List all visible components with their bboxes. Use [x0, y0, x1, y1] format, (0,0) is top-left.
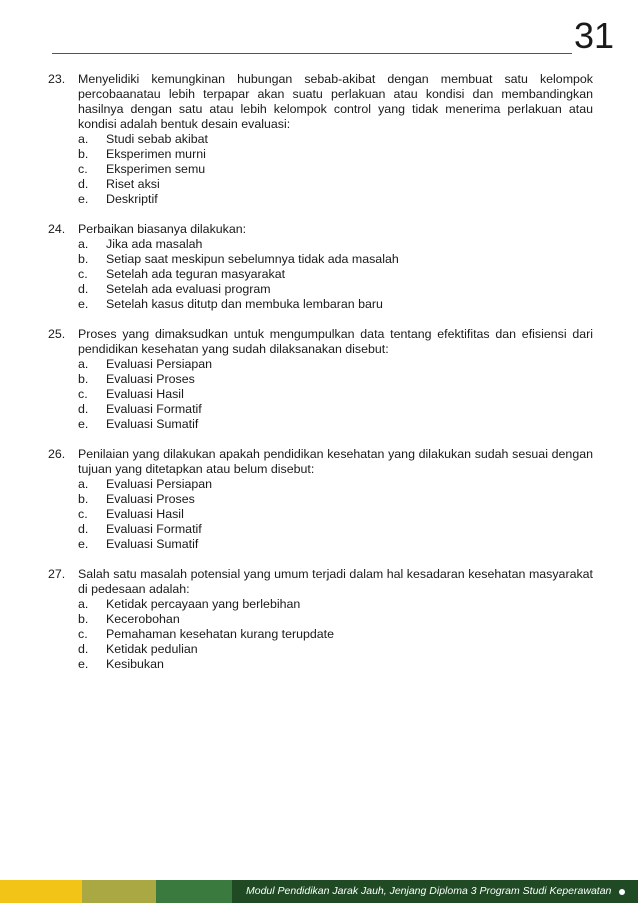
option-text: Studi sebab akibat [106, 132, 208, 146]
option-letter: a. [78, 132, 89, 146]
option-letter: d. [78, 177, 89, 191]
option-letter: e. [78, 417, 89, 431]
footer-bar-green [156, 880, 232, 903]
option-text: Setelah ada evaluasi program [106, 282, 271, 296]
option-text: Evaluasi Proses [106, 372, 195, 386]
option-text: Riset aksi [106, 177, 160, 191]
footer-text: Modul Pendidikan Jarak Jauh, Jenjang Diploma 3 Program Studi Keperawatan [246, 885, 612, 897]
option-letter: c. [78, 507, 88, 521]
option-c [78, 507, 593, 522]
option-b [78, 612, 593, 627]
option-letter: d. [78, 642, 89, 656]
option-text: Kecerobohan [106, 612, 180, 626]
option-text: Evaluasi Formatif [106, 522, 202, 536]
option-list [78, 477, 593, 552]
option-letter: d. [78, 522, 89, 536]
question-23 [48, 72, 593, 207]
option-a [78, 597, 593, 612]
option-text: Evaluasi Sumatif [106, 537, 199, 551]
option-d [78, 522, 593, 537]
option-letter: e. [78, 537, 89, 551]
question-24 [48, 222, 593, 312]
option-b [78, 492, 593, 507]
option-letter: e. [78, 297, 89, 311]
question-text: Perbaikan biasanya dilakukan: [78, 222, 247, 236]
footer-bullet-icon [619, 889, 625, 895]
option-b [78, 372, 593, 387]
option-text: Setelah kasus ditutp dan membuka lembaran baru [106, 297, 383, 311]
option-letter: c. [78, 267, 88, 281]
question-text: Menyelidiki kemungkinan hubungan sebab-akibat dengan membuat satu kelompok percobaanatau lebih terpapar akan suatu perlakuan atau kondisi dan membandingkan hasilnya dengan satu atau lebih kelompok control yang tidak menerima perlakuan atau kondisi adalah bentuk desain evaluasi: [78, 72, 593, 131]
option-letter: d. [78, 402, 89, 416]
option-e [78, 657, 593, 672]
option-text: Evaluasi Hasil [106, 507, 184, 521]
option-text: Deskriptif [106, 192, 158, 206]
option-text: Evaluasi Hasil [106, 387, 184, 401]
footer-bar-yellow [0, 880, 82, 903]
option-text: Evaluasi Persiapan [106, 477, 213, 491]
option-e [78, 417, 593, 432]
option-e [78, 192, 593, 207]
option-letter: a. [78, 357, 89, 371]
option-b [78, 252, 593, 267]
option-a [78, 237, 593, 252]
question-27 [48, 567, 593, 672]
option-list [78, 237, 593, 312]
option-d [78, 402, 593, 417]
option-letter: c. [78, 387, 88, 401]
option-d [78, 177, 593, 192]
option-text: Evaluasi Persiapan [106, 357, 213, 371]
option-letter: b. [78, 492, 89, 506]
option-d [78, 282, 593, 297]
option-text: Evaluasi Formatif [106, 402, 202, 416]
option-text: Eksperimen semu [106, 162, 206, 176]
question-number: 25. [48, 327, 66, 341]
option-list [78, 597, 593, 672]
option-text: Jika ada masalah [106, 237, 203, 251]
option-a [78, 477, 593, 492]
question-text: Salah satu masalah potensial yang umum terjadi dalam hal kesadaran kesehatan masyarakat di pedesaan adalah: [78, 567, 593, 596]
option-a [78, 132, 593, 147]
option-c [78, 387, 593, 402]
option-letter: d. [78, 282, 89, 296]
option-text: Kesibukan [106, 657, 164, 671]
question-number: 23. [48, 72, 66, 86]
question-text: Penilaian yang dilakukan apakah pendidikan kesehatan yang dilakukan sudah sesuai dengan tujuan yang ditetapkan atau belum disebut: [78, 447, 593, 476]
option-a [78, 357, 593, 372]
header-rule [52, 53, 572, 54]
option-letter: b. [78, 612, 89, 626]
option-list [78, 357, 593, 432]
question-number: 26. [48, 447, 66, 461]
option-letter: a. [78, 477, 89, 491]
option-letter: b. [78, 147, 89, 161]
option-c [78, 267, 593, 282]
option-b [78, 147, 593, 162]
option-letter: a. [78, 597, 89, 611]
option-text: Pemahaman kesehatan kurang terupdate [106, 627, 335, 641]
option-letter: b. [78, 372, 89, 386]
question-26 [48, 447, 593, 552]
option-list [78, 132, 593, 207]
option-letter: c. [78, 627, 88, 641]
option-c [78, 162, 593, 177]
option-e [78, 297, 593, 312]
option-text: Evaluasi Proses [106, 492, 195, 506]
footer-bar-olive [82, 880, 156, 903]
option-text: Eksperimen murni [106, 147, 206, 161]
page-number: 31 [573, 15, 614, 56]
option-text: Setelah ada teguran masyarakat [106, 267, 286, 281]
option-letter: e. [78, 657, 89, 671]
option-text: Evaluasi Sumatif [106, 417, 199, 431]
option-d [78, 642, 593, 657]
question-number: 24. [48, 222, 66, 236]
option-letter: a. [78, 237, 89, 251]
question-text: Proses yang dimaksudkan untuk mengumpulkan data tentang efektifitas dan efisiensi dari pendidikan kesehatan yang sudah dilaksanakan disebut: [78, 327, 593, 356]
option-text: Ketidak pedulian [106, 642, 198, 656]
question-25 [48, 327, 593, 432]
option-letter: c. [78, 162, 88, 176]
option-text: Setiap saat meskipun sebelumnya tidak ada masalah [106, 252, 399, 266]
option-e [78, 537, 593, 552]
option-letter: e. [78, 192, 89, 206]
option-c [78, 627, 593, 642]
option-letter: b. [78, 252, 89, 266]
question-number: 27. [48, 567, 66, 581]
question-list [48, 72, 593, 687]
option-text: Ketidak percayaan yang berlebihan [106, 597, 301, 611]
